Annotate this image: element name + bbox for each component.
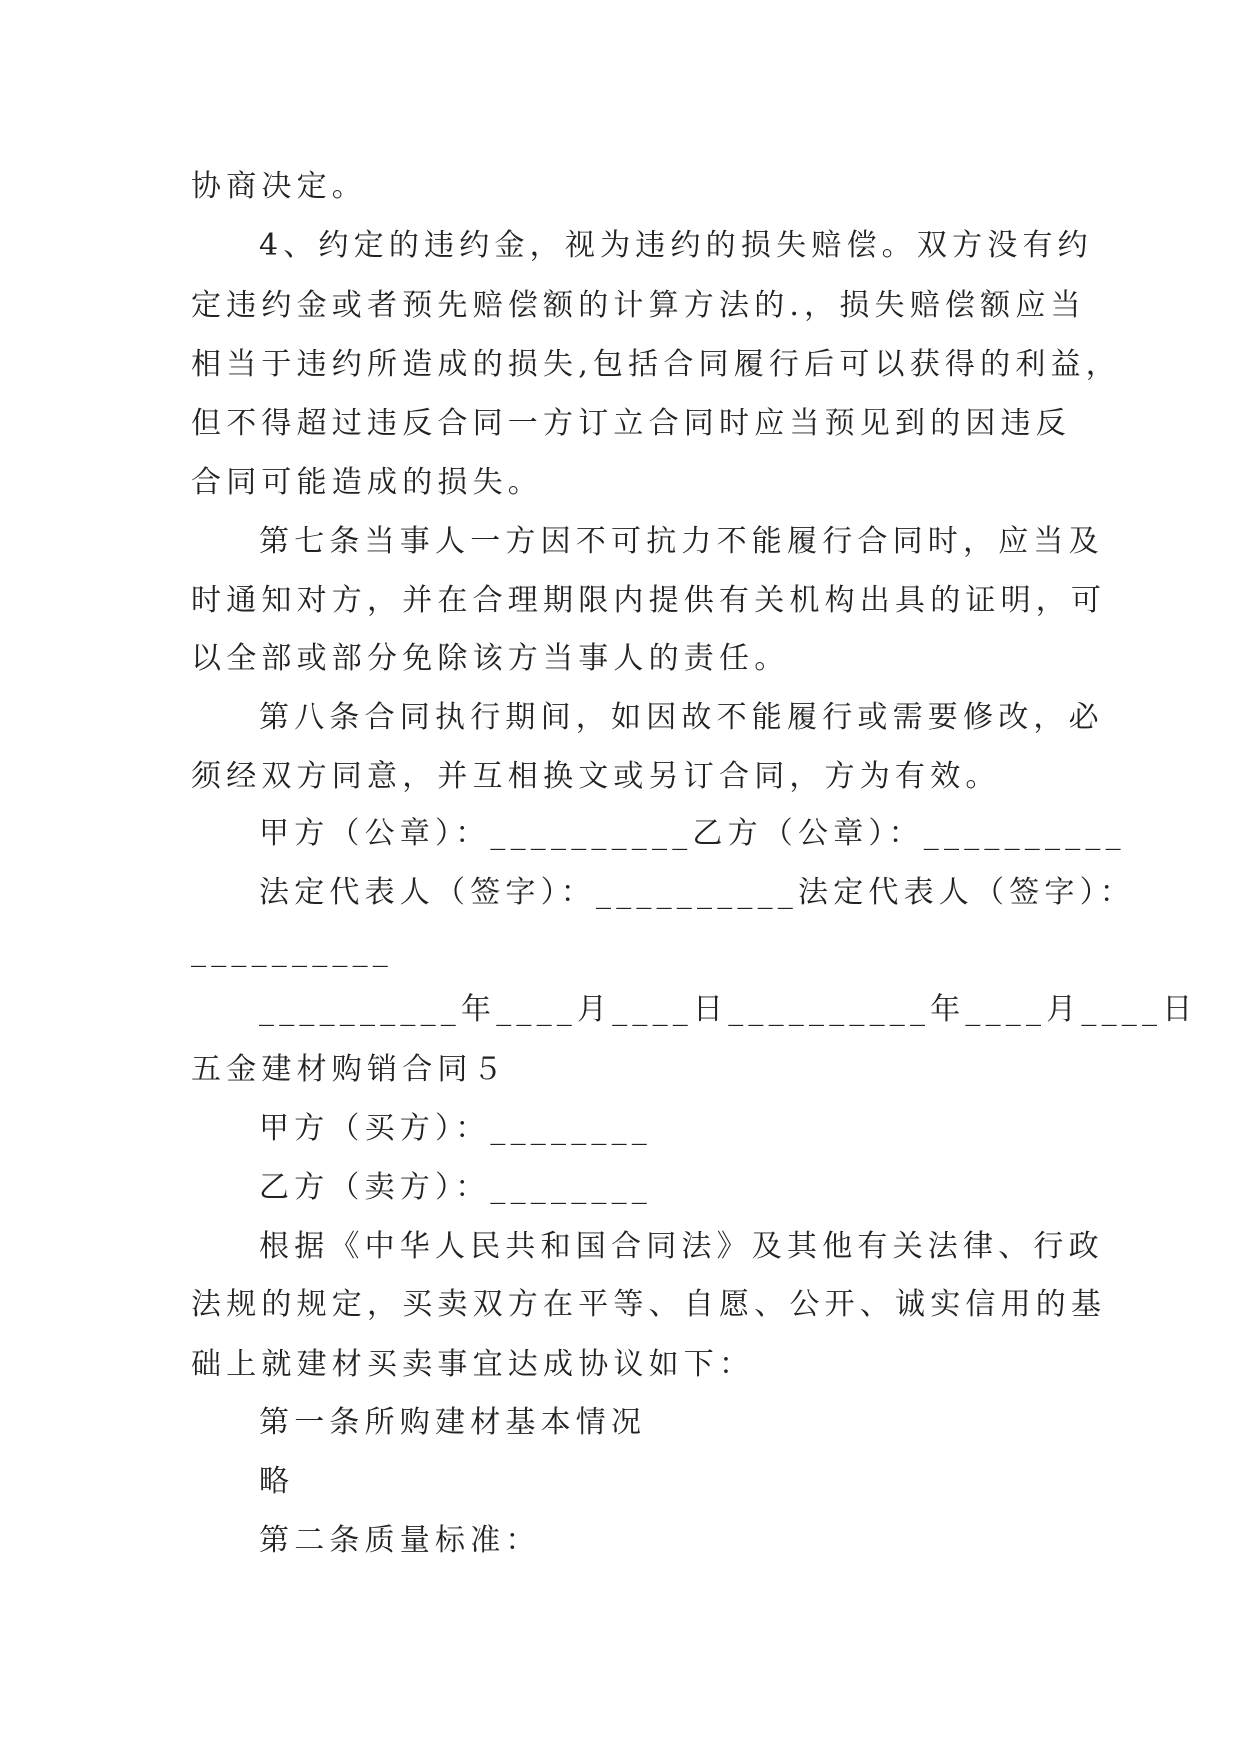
paragraph-line: 相当于违约所造成的损失,包括合同履行后可以获得的利益， <box>191 347 1121 382</box>
clause-heading: 第二条质量标准： <box>259 1523 541 1558</box>
clause-heading: 第一条所购建材基本情况 <box>259 1405 647 1440</box>
paragraph-line: 须经双方同意，并互相换文或另订合同，方为有效。 <box>191 759 1001 794</box>
signature-line: 甲方（公章）：__________乙方（公章）：__________ <box>259 816 1126 851</box>
paragraph-line: 法规的规定，买卖双方在平等、自愿、公开、诚实信用的基 <box>191 1287 1107 1322</box>
party-line: 甲方（买方）：________ <box>259 1111 652 1146</box>
paragraph-line: 4、约定的违约金，视为违约的损失赔偿。双方没有约 <box>259 228 1093 263</box>
paragraph-line: 时通知对方，并在合理期限内提供有关机构出具的证明，可 <box>191 583 1107 618</box>
paragraph-line: 以全部或部分免除该方当事人的责任。 <box>191 641 790 676</box>
paragraph-line: 第七条当事人一方因不可抗力不能履行合同时，应当及 <box>259 524 1104 559</box>
paragraph-line: 协商决定。 <box>191 169 367 204</box>
paragraph-line: 但不得超过违反合同一方订立合同时应当预见到的因违反 <box>191 406 1071 441</box>
party-line: 乙方（卖方）：________ <box>259 1170 652 1205</box>
signature-line: __________ <box>191 933 393 968</box>
paragraph-line: 础上就建材买卖事宜达成协议如下： <box>191 1347 755 1382</box>
date-line: __________年____月____日__________年____月____日 <box>259 992 1198 1027</box>
paragraph-line: 略 <box>259 1464 295 1499</box>
paragraph-line: 定违约金或者预先赔偿额的计算方法的.，损失赔偿额应当 <box>191 288 1086 323</box>
section-title: 五金建材购销合同５ <box>191 1052 508 1087</box>
paragraph-line: 根据《中华人民共和国合同法》及其他有关法律、行政 <box>259 1229 1104 1264</box>
paragraph-line: 第八条合同执行期间，如因故不能履行或需要修改，必 <box>259 700 1104 735</box>
signature-line: 法定代表人（签字）：__________法定代表人（签字）： <box>259 875 1135 910</box>
paragraph-line: 合同可能造成的损失。 <box>191 465 543 500</box>
